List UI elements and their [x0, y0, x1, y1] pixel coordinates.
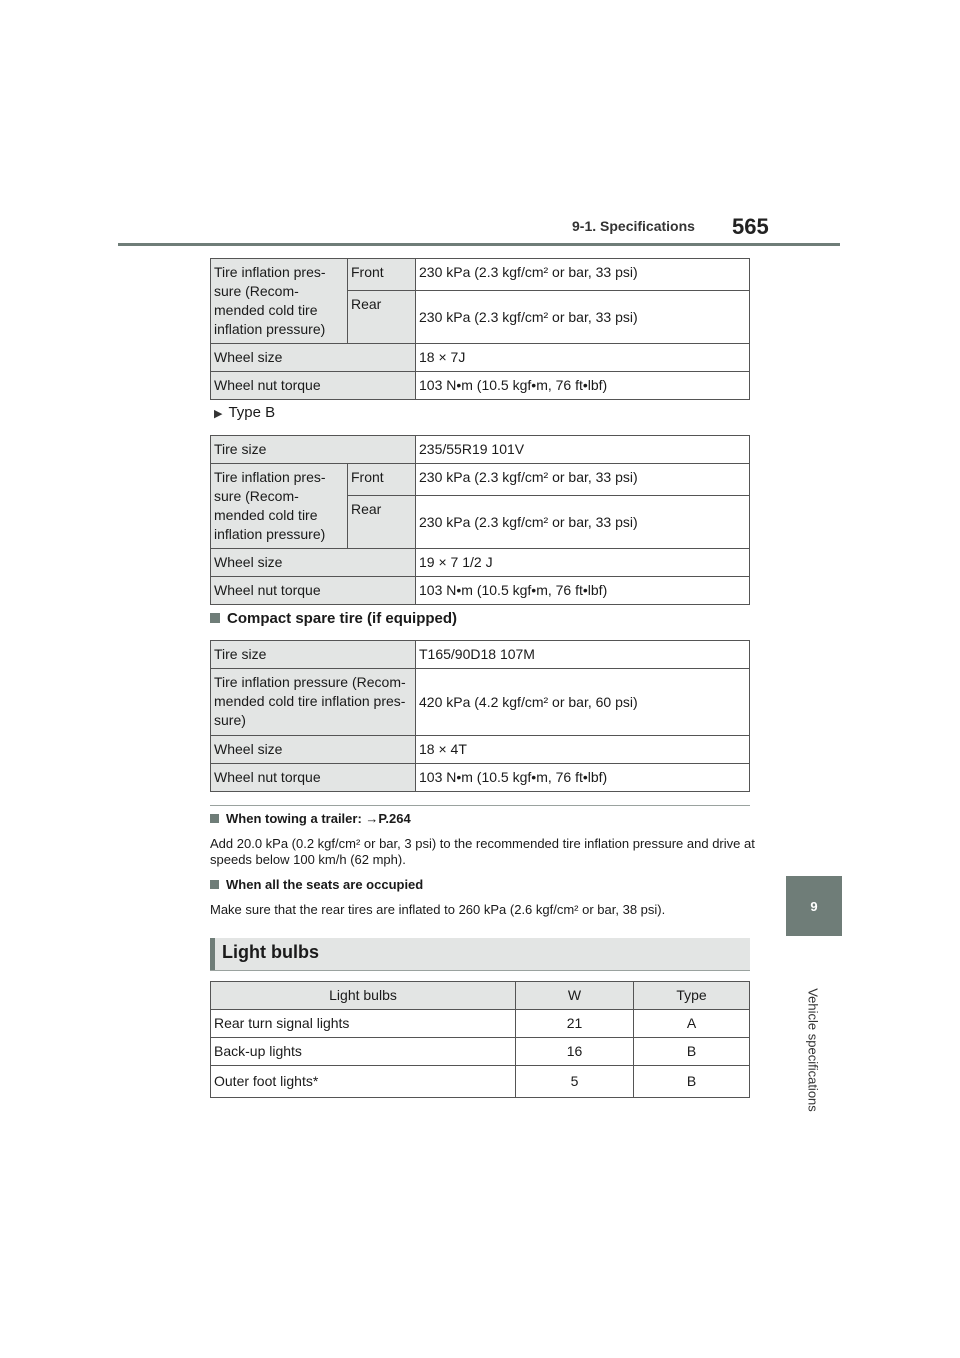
- square-bullet-icon: [210, 814, 219, 823]
- tire-spec-table-b: [210, 435, 750, 605]
- bulb-wattage: 16: [516, 1038, 634, 1066]
- rear-label: Rear: [348, 496, 416, 549]
- bulb-name: Outer foot lights*: [211, 1066, 516, 1098]
- spare-tire-heading: [210, 610, 457, 627]
- bulb-wattage: 5: [516, 1066, 634, 1098]
- spare-tire-heading-text: Compact spare tire (if equipped): [227, 610, 458, 627]
- tire-size-label: Tire size: [211, 436, 416, 464]
- chapter-tab: [786, 876, 842, 936]
- square-bullet-icon: [210, 880, 219, 889]
- type-b-label: Type B: [228, 404, 276, 421]
- wheel-size-value: 18 × 7J: [416, 344, 750, 372]
- towing-note-heading-text: When towing a trailer: →P.264: [226, 811, 411, 826]
- tire-size-value: 235/55R19 101V: [416, 436, 750, 464]
- inflation-label: Tire inflation pressure (Recom-mended cold tire inflation pres-sure): [211, 669, 416, 736]
- wheel-nut-torque-label: Wheel nut torque: [211, 372, 416, 400]
- wheel-size-value: 18 × 4T: [416, 736, 750, 764]
- wheel-size-label: Wheel size: [211, 736, 416, 764]
- rear-label: Rear: [348, 291, 416, 344]
- bulb-type: B: [634, 1066, 750, 1098]
- seats-note-heading: [210, 877, 423, 892]
- triangle-bullet-icon: ▶: [214, 408, 223, 420]
- header-rule: [118, 243, 840, 246]
- table-row: [211, 1066, 750, 1098]
- wheel-nut-torque-label: Wheel nut torque: [211, 577, 416, 605]
- light-bulbs-table: [210, 981, 750, 1098]
- table-row: [211, 1038, 750, 1066]
- tire-size-label: Tire size: [211, 641, 416, 669]
- rear-value: 230 kPa (2.3 kgf/cm² or bar, 33 psi): [416, 291, 750, 344]
- front-value: 230 kPa (2.3 kgf/cm² or bar, 33 psi): [416, 464, 750, 496]
- type-b-heading: [214, 404, 275, 421]
- light-bulbs-title: Light bulbs: [222, 942, 319, 962]
- section-title: 9-1. Specifications: [572, 218, 695, 234]
- bulb-name: Rear turn signal lights: [211, 1010, 516, 1038]
- page-number: 565: [732, 214, 769, 239]
- wheel-size-label: Wheel size: [211, 344, 416, 372]
- bulb-type: B: [634, 1038, 750, 1066]
- front-value: 230 kPa (2.3 kgf/cm² or bar, 33 psi): [416, 259, 750, 291]
- wheel-size-label: Wheel size: [211, 549, 416, 577]
- section-accent-bar: [210, 938, 215, 970]
- tire-size-value: T165/90D18 107M: [416, 641, 750, 669]
- column-header-w: W: [516, 982, 634, 1010]
- tire-spec-table-a: [210, 258, 750, 400]
- inflation-value: 420 kPa (4.2 kgf/cm² or bar, 60 psi): [416, 669, 750, 736]
- wheel-nut-torque-value: 103 N•m (10.5 kgf•m, 76 ft•lbf): [416, 764, 750, 792]
- column-header-light-bulbs: Light bulbs: [211, 982, 516, 1010]
- wheel-size-value: 19 × 7 1/2 J: [416, 549, 750, 577]
- seats-note-heading-text: When all the seats are occupied: [226, 877, 424, 892]
- chapter-label: Vehicle specifications: [805, 988, 821, 1112]
- column-header-type: Type: [634, 982, 750, 1010]
- towing-note-heading: [210, 811, 411, 826]
- rear-value: 230 kPa (2.3 kgf/cm² or bar, 33 psi): [416, 496, 750, 549]
- bulb-type: A: [634, 1010, 750, 1038]
- wheel-nut-torque-label: Wheel nut torque: [211, 764, 416, 792]
- square-bullet-icon: [210, 613, 220, 623]
- wheel-nut-torque-value: 103 N•m (10.5 kgf•m, 76 ft•lbf): [416, 577, 750, 605]
- table-row: [211, 1010, 750, 1038]
- notes-divider: [210, 805, 750, 806]
- seats-note-text: Make sure that the rear tires are inflated to 260 kPa (2.6 kgf/cm² or bar, 38 psi).: [210, 902, 666, 917]
- towing-note-text: Add 20.0 kPa (0.2 kgf/cm² or bar, 3 psi) to the recommended tire inflation pressure and drive at speeds below 100 km/h (62 mph).: [210, 836, 755, 867]
- wheel-nut-torque-value: 103 N•m (10.5 kgf•m, 76 ft•lbf): [416, 372, 750, 400]
- bulb-wattage: 21: [516, 1010, 634, 1038]
- bulb-name: Back-up lights: [211, 1038, 516, 1066]
- front-label: Front: [348, 464, 416, 496]
- front-label: Front: [348, 259, 416, 291]
- spare-tire-spec-table: [210, 640, 750, 792]
- light-bulbs-section-header: [210, 938, 750, 971]
- inflation-label: Tire inflation pres-sure (Recom-mended cold tire inflation pressure): [211, 464, 348, 549]
- inflation-label: Tire inflation pres-sure (Recom-mended cold tire inflation pressure): [211, 259, 348, 344]
- chapter-number: 9: [810, 898, 818, 914]
